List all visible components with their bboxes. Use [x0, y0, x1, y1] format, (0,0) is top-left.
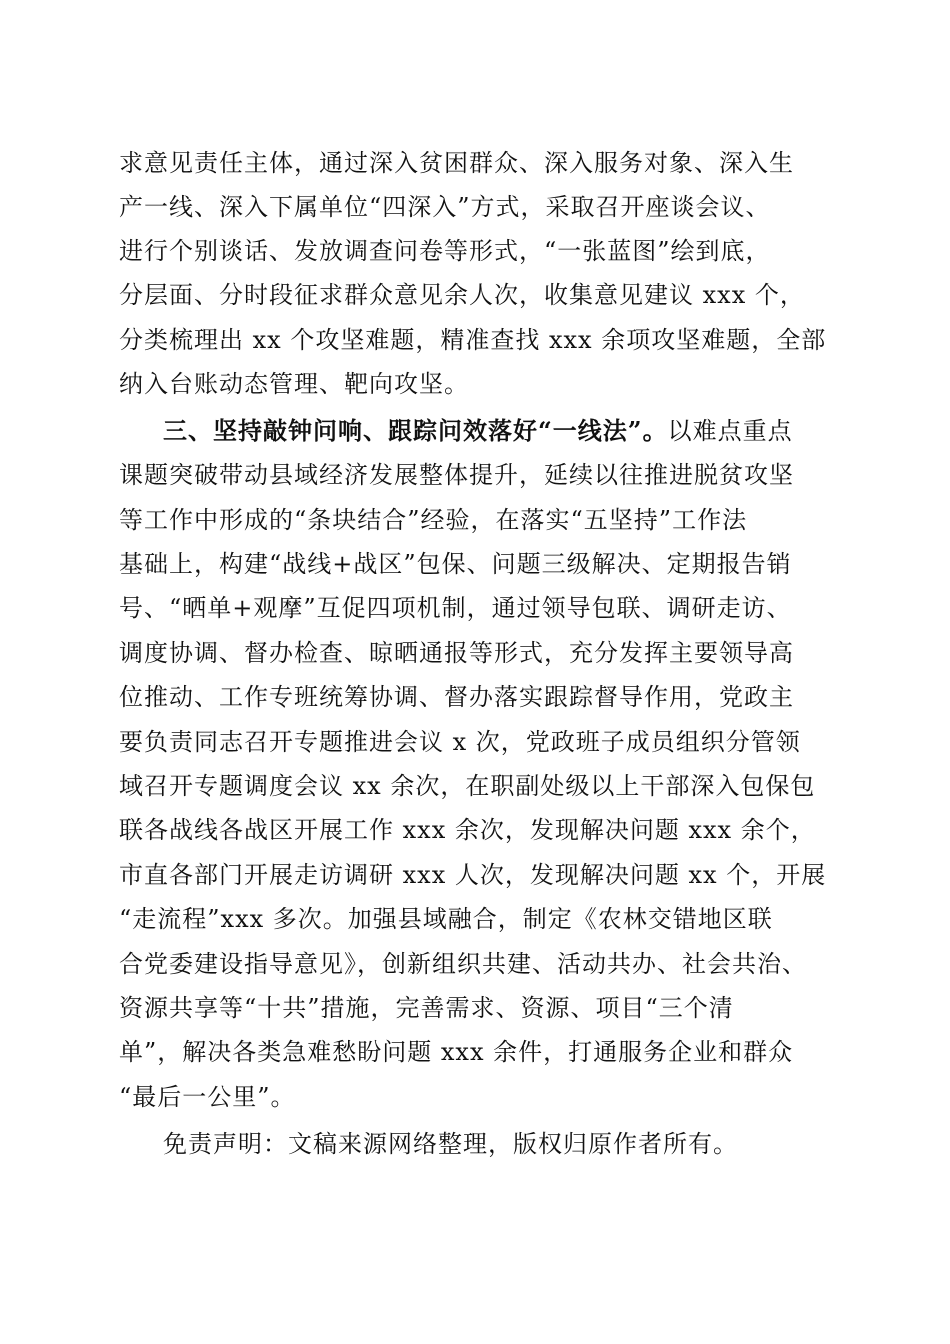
paragraph-line: “最后一公里”。 — [119, 1083, 296, 1111]
section-3-heading: 三、坚持敲钟问响、跟踪问效落好“一线法”。 — [163, 416, 668, 445]
paragraph-line: 课题突破带动县域经济发展整体提升，延续以往推进脱贫攻坚 — [119, 461, 794, 489]
paragraph-line: 市直各部门开展走访调研 xxx 人次，发现解决问题 xx 个，开展 — [119, 861, 827, 889]
paragraph-line: 分类梳理出 xx 个攻坚难题，精准查找 xxx 余项攻坚难题，全部 — [119, 326, 827, 354]
paragraph-line: 基础上，构建“战线+战区”包保、问题三级解决、定期报告销 — [119, 550, 792, 578]
disclaimer: 免责声明：文稿来源网络整理，版权归原作者所有。 — [163, 1130, 738, 1158]
paragraph-line: 调度协调、督办检查、晾晒通报等形式，充分发挥主要领导高 — [119, 639, 794, 667]
paragraph-line: 纳入台账动态管理、靶向攻坚。 — [119, 370, 469, 398]
paragraph-line: 联各战线各战区开展工作 xxx 余次，发现解决问题 xxx 余个， — [119, 816, 816, 844]
paragraph-line: 进行个别谈话、发放调查问卷等形式，“一张蓝图”绘到底， — [119, 237, 771, 265]
paragraph-line: 单”，解决各类急难愁盼问题 xxx 余件，打通服务企业和群众 — [119, 1038, 794, 1066]
paragraph-line: 要负责同志召开专题推进会议 x 次，党政班子成员组织分管领 — [119, 728, 801, 756]
paragraph-line: 位推动、工作专班统筹协调、督办落实跟踪督导作用，党政主 — [119, 683, 794, 711]
paragraph-line: 分层面、分时段征求群众意见余人次，收集意见建议 xxx 个， — [119, 281, 805, 309]
paragraph-line: 求意见责任主体，通过深入贫困群众、深入服务对象、深入生 — [119, 149, 794, 177]
section-3-first-line-rest: 以难点重点 — [667, 417, 793, 445]
paragraph-line: 产一线、深入下属单位“四深入”方式，采取召开座谈会议、 — [119, 193, 771, 221]
paragraph-line: 合党委建设指导意见》，创新组织共建、活动共办、社会共治、 — [119, 950, 807, 978]
paragraph-line: “走流程”xxx 多次。加强县域融合，制定《农林交错地区联 — [119, 905, 773, 933]
paragraph-line: 号、“晒单+观摩”互促四项机制，通过领导包联、调研走访、 — [119, 594, 792, 622]
section-3-first-line — [163, 416, 793, 446]
paragraph-line: 域召开专题调度会议 xx 余次，在职副处级以上干部深入包保包 — [119, 772, 816, 800]
paragraph-line: 等工作中形成的“条块结合”经验，在落实“五坚持”工作法 — [119, 506, 748, 534]
paragraph-line: 资源共享等“十共”措施，完善需求、资源、项目“三个清 — [119, 994, 734, 1022]
